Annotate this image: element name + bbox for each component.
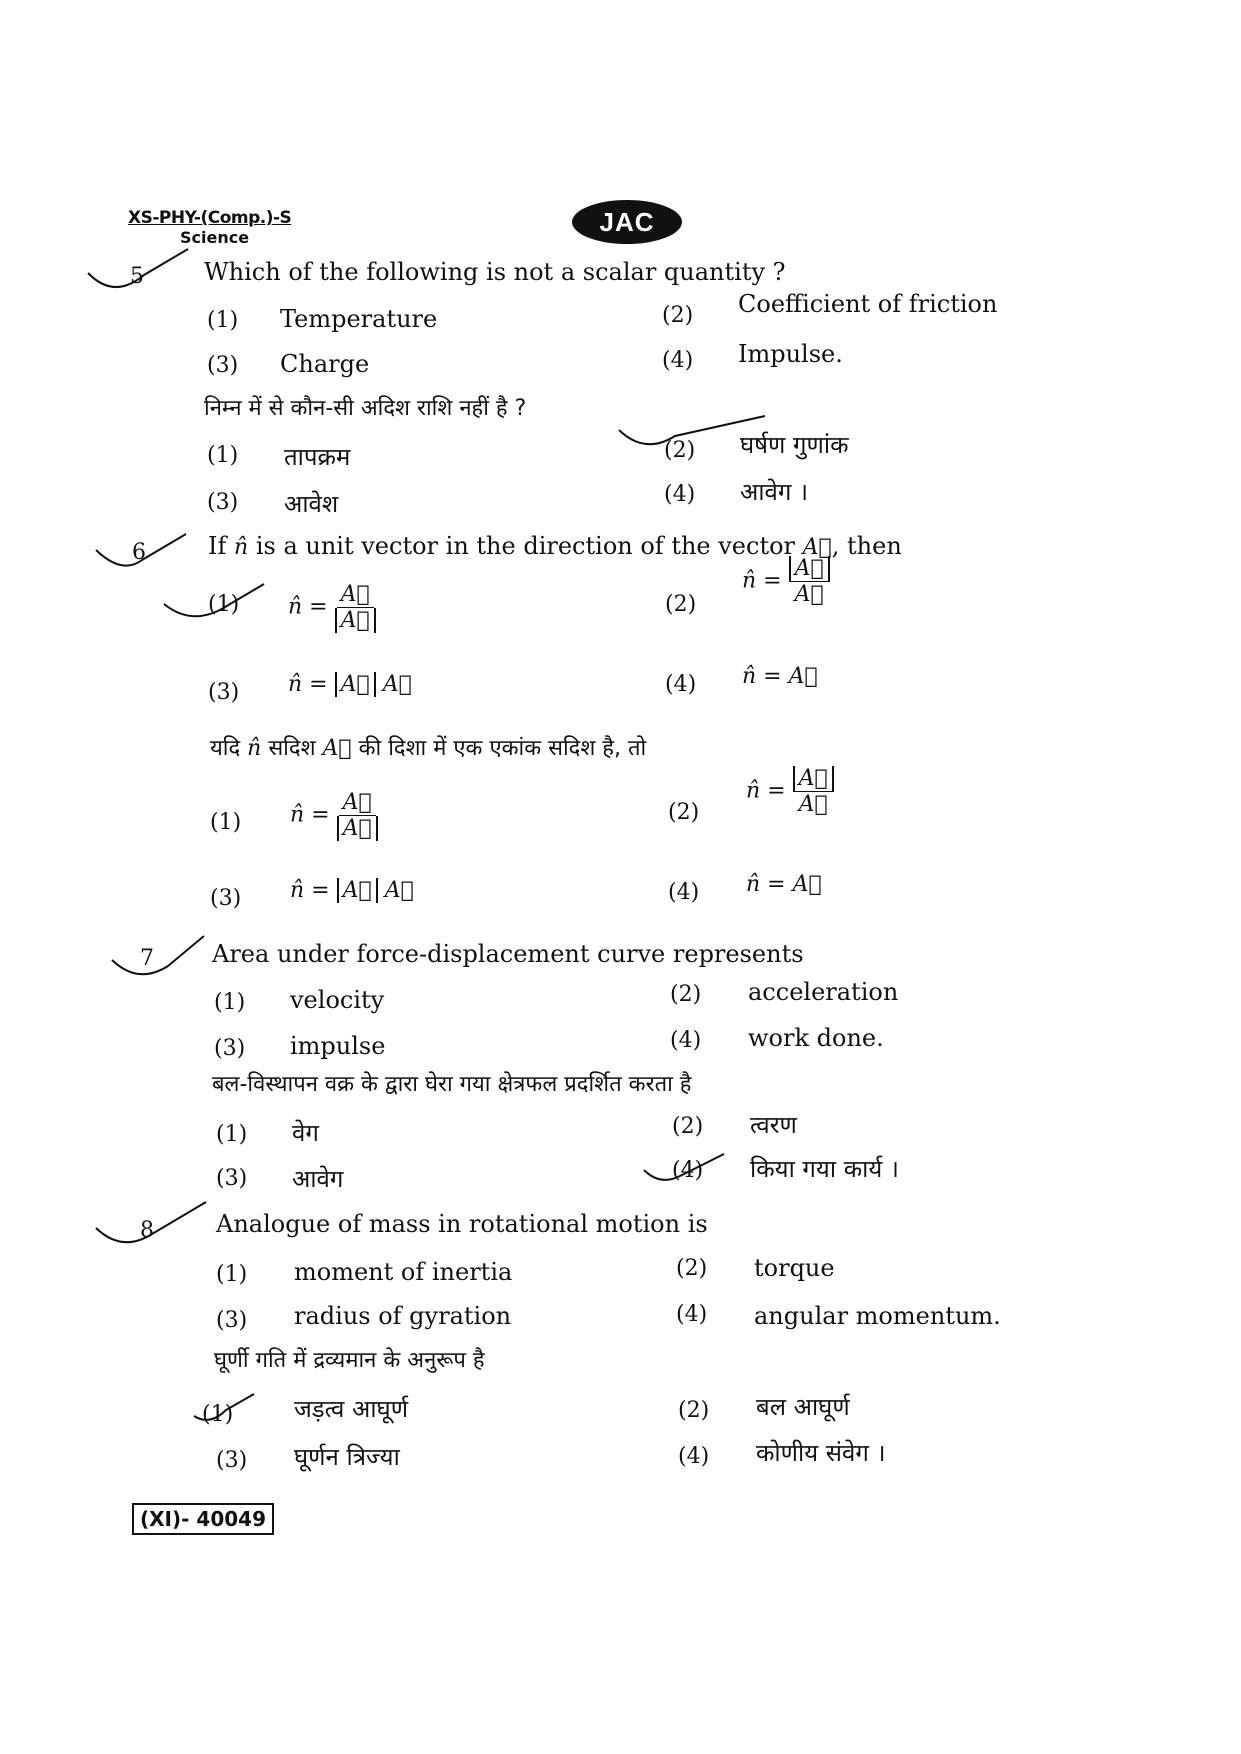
question-number: 8 [140, 1218, 154, 1243]
option-text: moment of inertia [294, 1258, 513, 1286]
option-number: (4) [664, 482, 696, 507]
option-number: (4) [662, 348, 694, 373]
option-number: (2) [672, 1114, 704, 1139]
option-number: (1) [216, 1262, 248, 1287]
option-number: (1) [208, 592, 240, 617]
option-number: (3) [210, 886, 242, 911]
formula-option-3: n̂ = A⃗ A⃗ [288, 672, 412, 697]
option-text: Temperature [280, 305, 438, 333]
option-number: (4) [670, 1028, 702, 1053]
jac-badge: JAC [572, 200, 682, 244]
option-text: आवेग [292, 1165, 344, 1193]
question-text-hindi: निम्न में से कौन-सी अदिश राशि नहीं है ? [204, 396, 527, 421]
tick-mark-q7 [108, 930, 208, 990]
paper-code: XS-PHY-(Comp.)-S [128, 208, 292, 228]
option-text: radius of gyration [294, 1302, 512, 1330]
formula-option-1: n̂ = $\frac{A⃗}{A⃗}$ [288, 582, 376, 633]
option-number: (3) [208, 680, 240, 705]
option-text: किया गया कार्य । [750, 1155, 899, 1183]
option-number: (1) [207, 308, 239, 333]
option-number: (4) [665, 672, 697, 697]
question-number: 7 [140, 946, 154, 971]
option-text: आवेश [284, 490, 339, 518]
option-number: (4) [668, 880, 700, 905]
option-number: (3) [207, 353, 239, 378]
option-number: (2) [676, 1256, 708, 1281]
option-number: (4) [676, 1302, 708, 1327]
question-number: 6 [132, 540, 146, 565]
option-number: (1) [210, 810, 242, 835]
option-text: आवेग । [740, 478, 809, 506]
option-text: घर्षण गुणांक [740, 431, 849, 459]
question-text: Analogue of mass in rotational motion is [216, 1210, 708, 1238]
option-number: (2) [670, 982, 702, 1007]
option-number: (1) [216, 1122, 248, 1147]
option-number: (3) [216, 1166, 248, 1191]
option-number: (3) [207, 490, 239, 515]
option-text: Impulse. [738, 340, 843, 368]
option-text: Coefficient of friction [738, 290, 998, 318]
question-text-hindi: यदि n̂ सदिश A⃗ की दिशा में एक एकांक सदिश है, तो [210, 736, 647, 761]
question-text-hindi: बल-विस्थापन वक्र के द्वारा घेरा गया क्षेत्रफल प्रदर्शित करता है [212, 1072, 692, 1097]
question-number: 5 [130, 264, 144, 289]
option-text: torque [754, 1254, 835, 1282]
formula-option-3-hindi: n̂ = A⃗ A⃗ [290, 878, 414, 903]
option-number: (2) [665, 592, 697, 617]
option-text: angular momentum. [754, 1302, 1001, 1330]
option-text: acceleration [748, 978, 899, 1006]
option-number: (3) [214, 1036, 246, 1061]
option-number: (3) [216, 1308, 248, 1333]
formula-option-4-hindi: n̂ = A⃗ [746, 872, 822, 897]
question-text: Which of the following is not a scalar quantity ? [204, 258, 786, 286]
option-number: (2) [678, 1398, 710, 1423]
option-number: (2) [668, 800, 700, 825]
option-text: कोणीय संवेग । [756, 1439, 886, 1467]
option-text: velocity [290, 986, 385, 1014]
option-text: Charge [280, 350, 370, 378]
option-number: (4) [672, 1158, 704, 1183]
option-number: (2) [664, 438, 696, 463]
option-text: जड़त्व आघूर्ण [294, 1395, 409, 1423]
question-text-hindi: घूर्णी गति में द्रव्यमान के अनुरूप है [214, 1348, 485, 1373]
option-text: impulse [290, 1032, 386, 1060]
option-number: (1) [202, 1402, 234, 1427]
option-number: (3) [216, 1448, 248, 1473]
option-text: वेग [292, 1119, 319, 1147]
option-text: तापक्रम [284, 443, 351, 471]
formula-option-2-hindi: n̂ = $\frac{A⃗}{A⃗}$ [746, 766, 834, 817]
formula-option-4: n̂ = A⃗ [742, 664, 818, 689]
option-number: (4) [678, 1444, 710, 1469]
option-number: (2) [662, 303, 694, 328]
option-text: बल आघूर्ण [756, 1393, 850, 1421]
formula-option-1-hindi: n̂ = $\frac{A⃗}{A⃗}$ [290, 790, 378, 841]
question-text: Area under force-displacement curve represents [212, 940, 804, 968]
question-text: If n̂ is a unit vector in the direction of the vector A⃗, then [208, 532, 902, 560]
option-text: त्वरण [750, 1111, 797, 1139]
option-number: (1) [214, 990, 246, 1015]
footer-paper-code: (XI)- 40049 [132, 1503, 274, 1535]
subject-label: Science [180, 228, 250, 247]
formula-option-2: n̂ = $\frac{A⃗}{A⃗}$ [742, 556, 830, 607]
option-number: (1) [207, 443, 239, 468]
option-text: घूर्णन त्रिज्या [294, 1443, 400, 1471]
option-text: work done. [748, 1024, 884, 1052]
